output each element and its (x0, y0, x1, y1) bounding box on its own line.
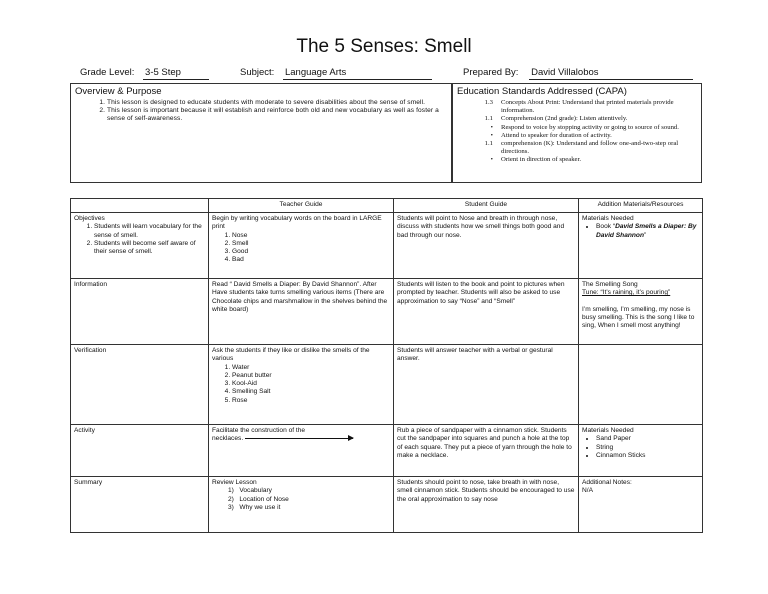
smell-items-list (212, 364, 390, 405)
table-row-verification (71, 345, 703, 425)
standards-heading: Education Standards Addressed (CAPA) (457, 86, 627, 97)
lesson-table (70, 198, 703, 533)
notes-value: N/A (582, 487, 593, 495)
standard-row: 1.1 Comprehension (2nd grade): Listen attentively. (484, 115, 628, 123)
page-title: The 5 Senses: Smell (296, 36, 472, 57)
header-teacher-guide: Teacher Guide (209, 199, 394, 213)
header-materials: Addition Materials/Resources (579, 199, 703, 213)
materials-cell (579, 279, 703, 345)
materials-label: Materials Needed (582, 427, 634, 434)
grade-level-field (80, 67, 209, 80)
teacher-instruction-cont: necklaces. (212, 435, 390, 443)
materials-item: • Cinnamon Sticks (596, 452, 699, 460)
teacher-guide-cell (209, 213, 394, 279)
arrow-right-icon (245, 438, 353, 439)
smell-item: 2. Peanut butter (232, 372, 390, 380)
header-student-guide: Student Guide (394, 199, 579, 213)
prepared-by-field (463, 67, 693, 80)
overview-list (71, 99, 451, 124)
row-label: Activity (71, 425, 209, 477)
standard-row: 1.1 comprehension (K): Understand and follow one-and-two-step oral directions. (484, 140, 679, 156)
standard-row: • Attend to speaker for duration of activity. (490, 131, 612, 139)
overview-item: 1. This lesson is designed to educate students with moderate to severe disabilities about the sense of smell. (107, 99, 451, 107)
materials-item: • Book “David Smells a Diaper: By David Shannon” (596, 223, 699, 240)
student-guide-cell: Students will point to Nose and breath in through nose, discuss with students how we smell things both good and bad through our nose. (394, 213, 579, 279)
teacher-instruction: Facilitate the construction of the (212, 427, 306, 434)
smell-item: 4. Smelling Salt (232, 388, 390, 396)
standard-row: 1.3 Concepts About Print: Understand that printed materials provide information. (484, 99, 674, 115)
subject-field (240, 67, 432, 80)
vocabulary-item: 4. Bad (232, 256, 390, 264)
row-label: Verification (71, 345, 209, 425)
teacher-guide-cell (209, 477, 394, 533)
student-guide-cell: Rub a piece of sandpaper with a cinnamon stick. Students cut the sandpaper into squares and punch a hole at the top of each square. They put a piece of yarn through the hole to make a necklace. (394, 425, 579, 477)
vocabulary-item: 1. Nose (232, 232, 390, 240)
objective-item: 2. Students will become self aware of their sense of smell. (94, 240, 205, 257)
table-header-row (71, 199, 703, 213)
book-title: David Smells a Diaper: By David Shannon (596, 223, 697, 239)
grade-level-value: 3-5 Step (143, 67, 209, 80)
standard-row: • Orient in direction of speaker. (490, 156, 582, 164)
song-lyrics: I’m smelling, I’m smelling, my nose is busy smelling. This is the song I like to sing, When I smell most anything! (582, 305, 695, 330)
table-row-summary (71, 477, 703, 533)
materials-cell (579, 425, 703, 477)
row-label: Summary (71, 477, 209, 533)
vocabulary-list (212, 232, 390, 265)
prepared-by-value: David Villalobos (529, 67, 693, 80)
review-item: 2) Location of Nose (228, 495, 289, 503)
song-title: The Smelling Song (582, 281, 638, 288)
review-item: 1) Vocabulary (228, 487, 272, 495)
row-label: Objectives (74, 215, 105, 222)
materials-label: Materials Needed (582, 215, 634, 222)
table-row-information (71, 279, 703, 345)
teacher-guide-cell: Read “ David Smells a Diaper: By David Shannon”. After Have students take turns smelling various items (There are Chocolate chips and marshmallow in the shelves behind the white board) (209, 279, 394, 345)
smell-item: 3. Kool-Aid (232, 380, 390, 388)
smell-item: 1. Water (232, 364, 390, 372)
teacher-instruction: Review Lesson (212, 479, 257, 486)
overview-section (70, 83, 452, 183)
student-guide-cell: Students will answer teacher with a verbal or gestural answer. (394, 345, 579, 425)
teacher-instruction: Ask the students if they like or dislike the smells of the various (212, 347, 370, 363)
standard-row: • Respond to voice by stopping activity or going to source of sound. (490, 123, 679, 131)
row-label: Information (71, 279, 209, 345)
vocabulary-item: 3. Good (232, 248, 390, 256)
objectives-list (74, 223, 205, 256)
subject-value: Language Arts (283, 67, 432, 80)
objective-item: 1. Students will learn vocabulary for the sense of smell. (94, 223, 205, 240)
table-row-objectives (71, 213, 703, 279)
song-tune: Tune: “It’s raining, it’s pouring” (582, 289, 671, 297)
materials-cell (579, 213, 703, 279)
vocabulary-item: 2. Smell (232, 240, 390, 248)
materials-cell (579, 345, 703, 425)
subject-label: Subject: (240, 67, 275, 78)
notes-label: Additional Notes: (582, 479, 632, 486)
materials-list (582, 435, 699, 460)
materials-cell (579, 477, 703, 533)
teacher-guide-cell (209, 345, 394, 425)
grade-level-label: Grade Level: (80, 67, 135, 78)
teacher-guide-cell (209, 425, 394, 477)
row-label-cell (71, 213, 209, 279)
standards-list (453, 99, 701, 165)
overview-heading: Overview & Purpose (75, 86, 162, 97)
overview-item: 2. This lesson is important because it will establish and reinforce both old and new vocabulary as well as foster a sense of self-awareness. (107, 107, 451, 123)
prepared-by-label: Prepared By: (463, 67, 519, 78)
table-row-activity (71, 425, 703, 477)
student-guide-cell: Students will listen to the book and point to pictures when prompted by teacher. Students will also be asked to use approximation to say “Nose” and “Smell” (394, 279, 579, 345)
review-list (212, 487, 390, 512)
teacher-instruction: Begin by writing vocabulary words on the board in LARGE print (212, 215, 382, 231)
materials-list (582, 223, 699, 240)
student-guide-cell: Students should point to nose, take breath in with nose, smell cinnamon stick. Students should be encouraged to use the oral approximation to say nose (394, 477, 579, 533)
standards-section (452, 83, 702, 183)
materials-item: • Sand Paper (596, 435, 699, 443)
header-blank (71, 199, 209, 213)
review-item: 3) Why we use it (228, 503, 281, 511)
materials-item: • String (596, 444, 699, 452)
smell-item: 5. Rose (232, 397, 390, 405)
